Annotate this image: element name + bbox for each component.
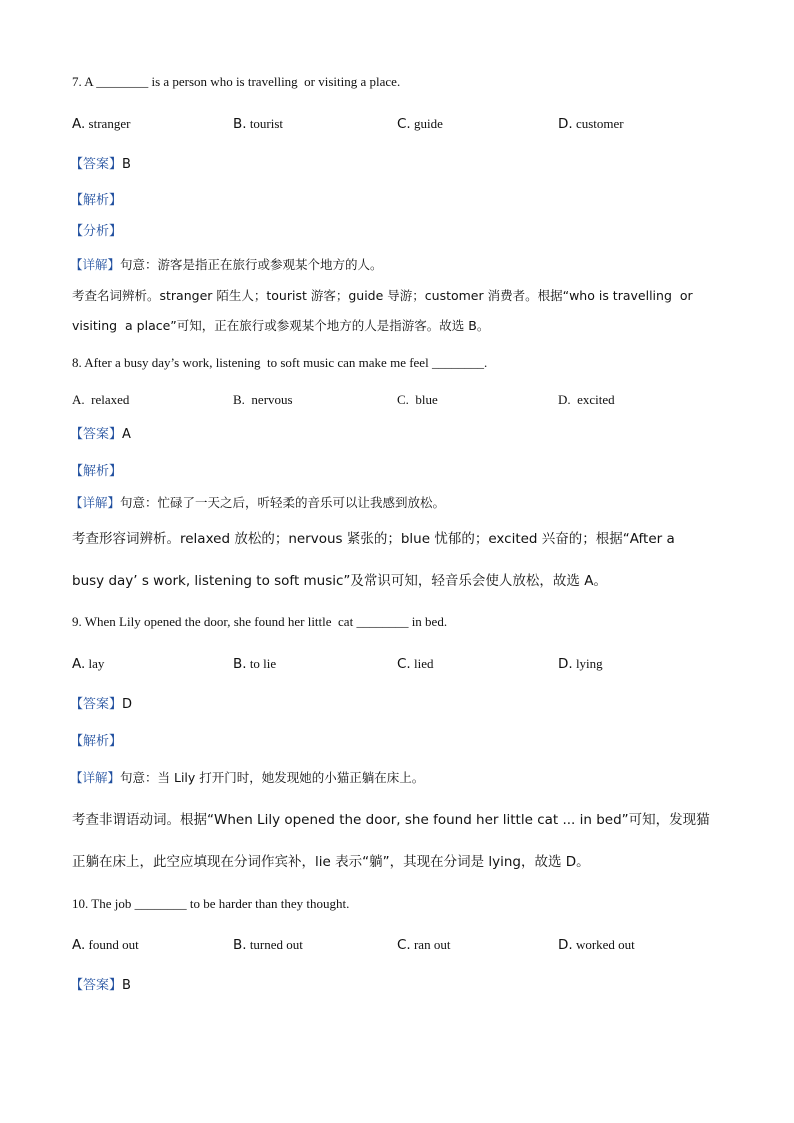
q8-answer: 【答案】A (70, 427, 131, 442)
question-9-stem: 9. When Lily opened the door, she found her little cat ________ in bed. (72, 614, 448, 629)
q10-option-a: A. found out (72, 937, 139, 953)
question-8-stem: 8. After a busy day’s work, listening to soft music can make me feel ________. (72, 355, 488, 370)
q9-option-a: A. lay (72, 656, 105, 672)
q7-option-b: B. tourist (233, 116, 284, 132)
q10-option-c: C. ran out (397, 937, 451, 953)
q8-analysis-label: 【解析】 (70, 464, 123, 479)
question-7-stem: 7. A ________ is a person who is travelling or visiting a place. (72, 74, 401, 89)
q10-option-d: D. worked out (558, 937, 635, 953)
q7-answer: 【答案】B (70, 157, 131, 172)
q7-explanation-line-2: visiting a place”可知，正在旅行或参观某个地方的人是指游客。故选 B。 (72, 318, 490, 333)
q9-explanation-line-2: 正躺在床上，此空应填现在分词作宾补，lie 表示“躺”，其现在分词是 lying，故选 D。 (72, 854, 590, 870)
q9-option-c: C. lied (397, 656, 434, 672)
q9-option-b: B. to lie (233, 656, 277, 672)
q8-detail: 【详解】句意：忙碌了一天之后，听轻柔的音乐可以让我感到放松。 (70, 495, 446, 510)
q7-fenxi-label: 【分析】 (70, 224, 123, 239)
question-10-stem: 10. The job ________ to be harder than they thought. (72, 896, 350, 911)
q7-option-c: C. guide (397, 116, 443, 132)
q9-explanation-line-1: 考查非谓语动词。根据“When Lily opened the door, she found her little cat ... in bed”可知，发现猫 (72, 812, 710, 828)
q8-option-c: C. blue (397, 392, 438, 407)
q9-analysis-label: 【解析】 (70, 734, 123, 749)
q7-analysis-label: 【解析】 (70, 193, 123, 208)
q9-detail: 【详解】句意：当 Lily 打开门时，她发现她的小猫正躺在床上。 (70, 770, 425, 785)
q8-option-b: B. nervous (233, 392, 293, 407)
q8-explanation-line-2: busy day’ s work, listening to soft music”及常识可知，轻音乐会使人放松，故选 A。 (72, 573, 607, 589)
q8-option-a: A. relaxed (72, 392, 130, 407)
q10-answer: 【答案】B (70, 978, 131, 993)
q8-option-d: D. excited (558, 392, 615, 407)
q9-option-d: D. lying (558, 656, 603, 672)
q8-explanation-line-1: 考查形容词辨析。relaxed 放松的；nervous 紧张的；blue 忧郁的；excited 兴奋的；根据“After a (72, 531, 675, 547)
q7-option-a: A. stranger (72, 116, 131, 132)
q10-option-b: B. turned out (233, 937, 303, 953)
q7-detail: 【详解】句意：游客是指正在旅行或参观某个地方的人。 (70, 257, 383, 272)
q9-answer: 【答案】D (70, 697, 133, 712)
q7-option-d: D. customer (558, 116, 624, 132)
q7-explanation-line-1: 考查名词辨析。stranger 陌生人；tourist 游客；guide 导游；customer 消费者。根据“who is travelling or (72, 288, 693, 303)
